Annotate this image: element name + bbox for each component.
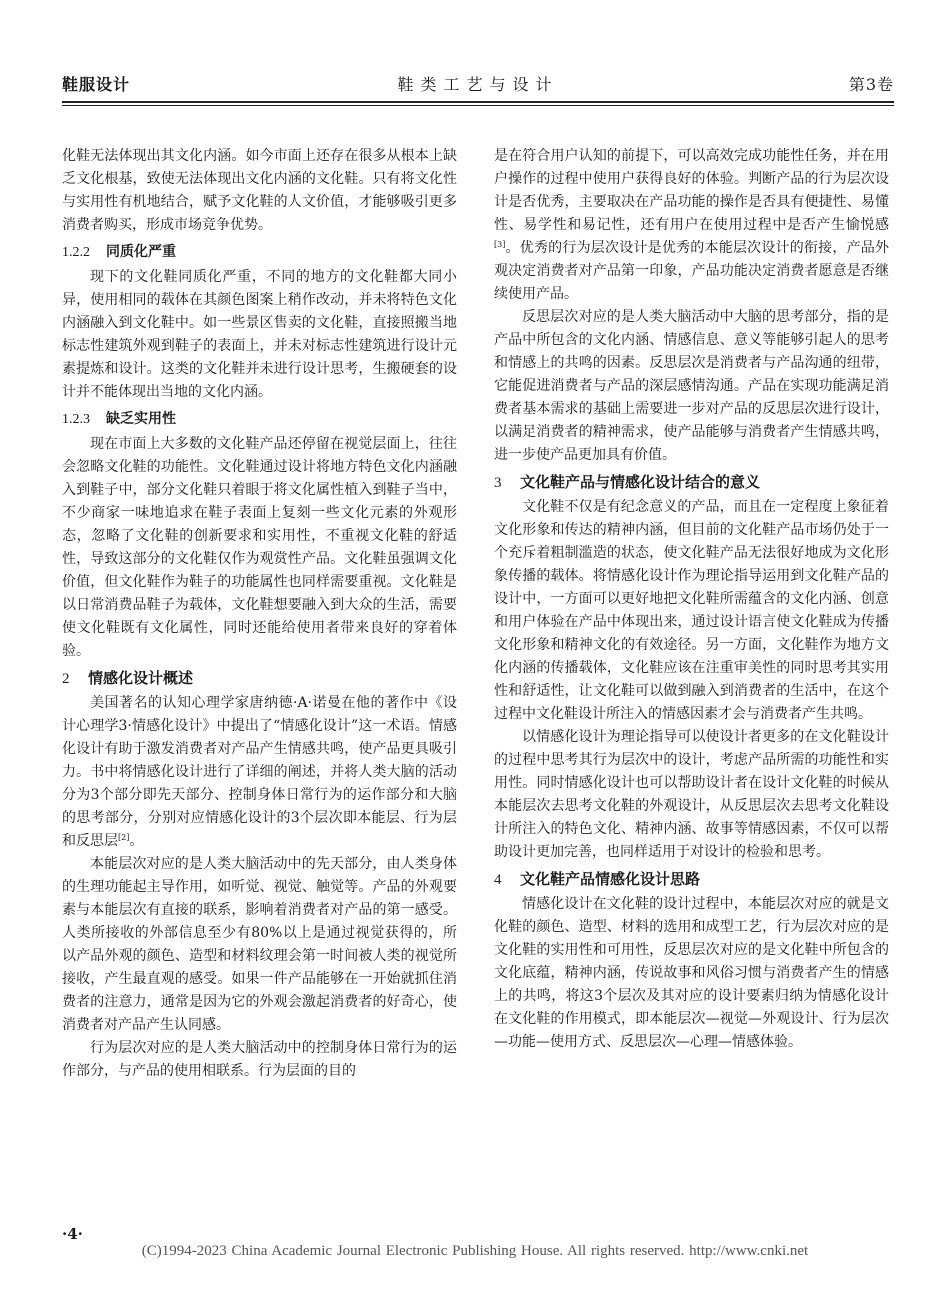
- paragraph: 化鞋无法体现出其文化内涵。如今市面上还存在很多从根本上缺乏文化根基，致使无法体现出文化内涵的文化鞋。只有将文化性与实用性有机地结合，赋予文化鞋的人文价值，才能够吸引更多消费者购买，形成市场竞争优势。: [62, 148, 457, 233]
- running-header: [62, 72, 894, 102]
- right-column: [494, 145, 889, 1054]
- left-column: [62, 145, 457, 1083]
- paragraph: 本能层次对应的是人类大脑活动中的先天部分，由人类身体的生理功能起主导作用，如听觉、视觉、触觉等。产品的外观要素与本能层次有直接的联系，影响着消费者对产品的第一感受。人类所接收的外部信息至少有80%以上是通过视觉获得的，所以产品外观的颜色、造型和材料纹理会第一时间被人类的视觉所接收，产生最直观的感受。如果一件产品能够在一开始就抓住消费者的注意力，通常是因为它的外观会激起消费者的好奇心，使消费者对产品产生认同感。: [62, 856, 457, 1033]
- header-section-name: 鞋服设计: [62, 75, 131, 94]
- paragraph: 行为层次对应的是人类大脑活动中的控制身体日常行为的运作部分，与产品的使用相联系。行为层面的目的: [62, 1040, 457, 1079]
- paragraph-text: 美国著名的认知心理学家唐纳德·A·诺曼在他的著作中《设计心理学3·情感化设计》中提出了“情感化设计”这一术语。情感化设计有助于激发消费者对产品产生情感共鸣，使产品更具吸引力。书中将情感化设计进行了详细的阐述，并将人类大脑的活动分为3个部分即先天部分、控制身体日常行为的运作部分和大脑的思考部分，分别对应情感化设计的3个层次即本能层、行为层和反思层: [62, 695, 457, 849]
- header-journal-title: 鞋类工艺与设计: [397, 75, 559, 94]
- subsection-heading-1-2-2: [62, 239, 457, 266]
- section-number: 3: [494, 475, 502, 491]
- citation-ref: [2]: [118, 833, 130, 842]
- paragraph: 以情感化设计为理论指导可以使设计者更多的在文化鞋设计的过程中思考其行为层次中的设计，考虑产品所需的功能性和实用性。同时情感化设计也可以帮助设计者在设计文化鞋的时候从本能层次去思考文化鞋的外观设计，从反思层次去思考文化鞋设计所注入的特色文化、精神内涵、故事等情感因素，不仅可以帮助设计更加完善，也同样适用于对设计的检验和思考。: [494, 729, 889, 860]
- header-rule-thin: [62, 105, 894, 106]
- section-title: 同质化严重: [106, 244, 176, 260]
- paragraph-text: 是在符合用户认知的前提下，可以高效完成功能性任务，并在用户操作的过程中使用户获得良好的体验。判断产品的行为层次设计是否优秀，主要取决在产品功能的操作是否具有便捷性、易懂性、易学性和易记性，还有用户在使用过程中是否产生愉悦感: [494, 148, 889, 233]
- paragraph: 现下的文化鞋同质化严重，不同的地方的文化鞋都大同小异，使用相同的载体在其颜色图案上稍作改动，并未将特色文化内涵融入到文化鞋中。如一些景区售卖的文化鞋，直接照搬当地标志性建筑外观到鞋子的表面上，并未对标志性建筑进行设计元素提炼和设计。这类的文化鞋并未进行设计思考，生搬硬套的设计并不能体现出当地的文化内涵。: [62, 269, 457, 400]
- paragraph: 文化鞋不仅是有纪念意义的产品，而且在一定程度上象征着文化形象和传达的精神内涵，但目前的文化鞋产品市场仍处于一个充斥着粗制滥造的状态，使文化鞋产品无法很好地成为文化形象传播的载体。将情感化设计作为理论指导运用到文化鞋产品的设计中，一方面可以更好地把文化鞋所需蕴含的文化内涵、创意和用户体验在产品中体现出来，通过设计语言使文化鞋成为传播文化形象和精神文化的有效途径。另一方面，文化鞋作为地方文化内涵的传播载体，文化鞋应该在注重审美性的同时思考其实用性和舒适性，让文化鞋可以做到融入到消费者的生活中，在这个过程中文化鞋设计所注入的情感因素才会与消费者产生共鸣。: [494, 499, 889, 722]
- section-title: 文化鞋产品与情感化设计结合的意义: [520, 473, 761, 491]
- paragraph-end: 。: [129, 833, 144, 849]
- section-title: 文化鞋产品情感化设计思路: [520, 870, 701, 888]
- paragraph-text: 。优秀的行为层次设计是优秀的本能层次设计的衔接，产品外观决定消费者对产品第一印象，产品功能决定消费者愿意是否继续使用产品。: [494, 240, 889, 302]
- copyright-footer: (C)1994-2023 China Academic Journal Electronic Publishing House. All rights reserved. http://www.cnki.net: [141, 1243, 809, 1259]
- header-volume: 第3卷: [848, 75, 894, 94]
- paragraph: 反思层次对应的是人类大脑活动中大脑的思考部分，指的是产品中所包含的文化内涵、情感信息、意义等能够引起人的思考和情感上的共鸣的因素。反思层次是消费者与产品沟通的纽带，它能促进消费者与产品的深层感情沟通。产品在实现功能满足消费者基本需求的基础上需要进一步对产品的反思层次进行设计，以满足消费者的精神需求，使产品能够与消费者产生情感共鸣，进一步使产品更加具有价值。: [494, 309, 889, 463]
- section-number: 1.2.3: [62, 412, 90, 427]
- paragraph: [494, 145, 889, 306]
- section-heading-2: [62, 665, 457, 692]
- section-number: 2: [62, 671, 70, 687]
- page-number: ·4·: [62, 1225, 83, 1243]
- section-title: 情感化设计概述: [88, 669, 194, 687]
- header-rule-thick: [62, 101, 894, 103]
- paragraph: [62, 692, 457, 853]
- citation-ref: [3]: [494, 240, 506, 249]
- subsection-heading-1-2-3: [62, 406, 457, 433]
- section-number: 1.2.2: [62, 245, 90, 260]
- section-number: 4: [494, 872, 502, 888]
- section-heading-4: [494, 866, 889, 893]
- paragraph: 情感化设计在文化鞋的设计过程中，本能层次对应的就是文化鞋的颜色、造型、材料的选用和成型工艺，行为层次对应的是文化鞋的实用性和可用性，反思层次对应的是文化鞋中所包含的文化底蕴，精神内涵，传说故事和风俗习惯与消费者产生的情感上的共鸣，将这3个层次及其对应的设计要素归纳为情感化设计在文化鞋的作用模式，即本能层次—视觉—外观设计、行为层次—功能—使用方式、反思层次—心理—情感体验。: [494, 896, 889, 1050]
- section-heading-3: [494, 469, 889, 496]
- section-title: 缺乏实用性: [106, 411, 176, 427]
- paragraph: 现在市面上大多数的文化鞋产品还停留在视觉层面上，往往会忽略文化鞋的功能性。文化鞋通过设计将地方特色文化内涵融入到鞋子中，部分文化鞋只着眼于将文化属性植入到鞋子当中，不少商家一味地追求在鞋子表面上复刻一些文化元素的外观形态，忽略了文化鞋的创新要求和实用性，不重视文化鞋的舒适性，导致这部分的文化鞋仅作为观赏性产品。文化鞋虽强调文化价值，但文化鞋作为鞋子的功能属性也同样需要重视。文化鞋是以日常消费品鞋子为载体，文化鞋想要融入到大众的生活，需要使文化鞋既有文化属性，同时还能给使用者带来良好的穿着体验。: [62, 436, 457, 659]
